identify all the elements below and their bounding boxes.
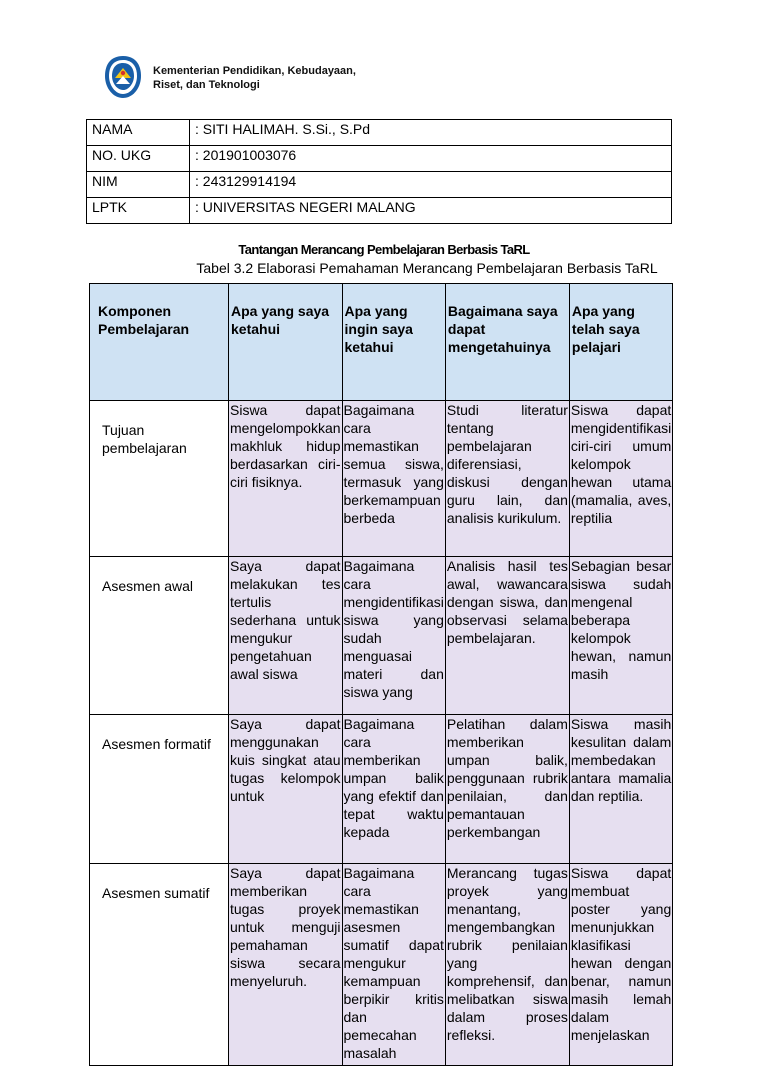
component-cell: Asesmen sumatif — [90, 864, 229, 1066]
identity-value: : 243129914194 — [190, 172, 672, 198]
identity-value: : UNIVERSITAS NEGERI MALANG — [190, 198, 672, 224]
table-cell — [229, 715, 343, 864]
identity-row — [87, 120, 672, 146]
header-ingin-diketahui: Apa yang ingin saya ketahui — [342, 284, 445, 401]
table-cell — [569, 864, 672, 1066]
component-cell: Asesmen formatif — [90, 715, 229, 864]
identity-label: NO. UKG — [87, 146, 190, 172]
identity-row — [87, 172, 672, 198]
ministry-line-2: Riset, dan Teknologi — [153, 79, 260, 91]
cell-text: Sebagian besar siswa sudah mengenal beberapa kelompok hewan, namun masih — [570, 558, 672, 682]
table-cell — [342, 864, 445, 1066]
cell-text: Merancang tugas proyek yang menantang, mengembangkan rubrik penilaian yang komprehensif, dan melibatkan siswa dalam proses refleksi. — [446, 865, 568, 1043]
table-cell — [569, 401, 672, 557]
cell-text: Saya dapat memberikan tugas proyek untuk menguji pemahaman siswa secara menyeluruh. — [230, 865, 341, 989]
table-caption: Tabel 3.2 Elaborasi Pemahaman Merancang Pembelajaran Berbasis TaRL — [196, 260, 658, 276]
table-cell — [569, 557, 672, 715]
identity-label: LPTK — [87, 198, 190, 224]
table-cell — [445, 401, 569, 557]
table-cell — [229, 401, 343, 557]
identity-table — [86, 119, 672, 224]
cell-text: Saya dapat melakukan tes tertulis sederhana untuk mengukur pengetahuan awal siswa — [230, 558, 341, 682]
cell-text: Bagaimana cara memastikan semua siswa, termasuk yang berkemampuan berbeda — [343, 402, 444, 526]
ministry-line-1: Kementerian Pendidikan, Kebudayaan, — [153, 65, 356, 77]
table-cell — [445, 557, 569, 715]
identity-value: : SITI HALIMAH. S.Si., S.Pd — [190, 120, 672, 146]
table-row — [90, 557, 673, 715]
table-cell — [342, 401, 445, 557]
elaboration-table — [89, 283, 673, 1066]
ministry-logo — [103, 54, 383, 104]
table-cell — [229, 557, 343, 715]
identity-label: NIM — [87, 172, 190, 198]
header-telah-dipelajari: Apa yang telah saya pelajari — [569, 284, 672, 401]
table-cell — [229, 864, 343, 1066]
cell-text: Analisis hasil tes awal, wawancara dengan siswa, dan observasi selama pembelajaran. — [446, 558, 568, 646]
table-header-row — [90, 284, 673, 401]
cell-text: Siswa dapat mengidentifikasi ciri-ciri umum kelompok hewan utama (mamalia, aves, reptilia — [570, 402, 672, 526]
cell-text: Siswa dapat membuat poster yang menunjukkan klasifikasi hewan dengan benar, namun masih lemah dalam menjelaskan — [570, 865, 672, 1043]
cell-text: Siswa masih kesulitan dalam membedakan antara mamalia dan reptilia. — [570, 716, 672, 804]
table-row — [90, 715, 673, 864]
identity-value: : 201901003076 — [190, 146, 672, 172]
tut-wuri-handayani-emblem-icon — [103, 54, 143, 100]
identity-row — [87, 146, 672, 172]
table-cell — [342, 557, 445, 715]
table-row — [90, 401, 673, 557]
cell-text: Siswa dapat mengelompokkan makhluk hidup berdasarkan ciri-ciri fisiknya. — [230, 402, 341, 490]
document-title: Tantangan Merancang Pembelajaran Berbasis TaRL — [238, 242, 530, 257]
table-cell — [342, 715, 445, 864]
identity-row — [87, 198, 672, 224]
component-cell: Asesmen awal — [90, 557, 229, 715]
component-cell: Tujuan pembelajaran — [90, 401, 229, 557]
cell-text: Saya dapat menggunakan kuis singkat atau tugas kelompok untuk — [230, 716, 341, 804]
identity-label: NAMA — [87, 120, 190, 146]
table-row — [90, 864, 673, 1066]
cell-text: Pelatihan dalam memberikan umpan balik, penggunaan rubrik penilaian, dan pemantauan perkembangan — [446, 716, 568, 840]
cell-text: Bagaimana cara mengidentifikasi siswa yang sudah menguasai materi dan siswa yang — [343, 558, 444, 700]
table-cell — [445, 715, 569, 864]
ministry-name — [153, 64, 356, 92]
table-cell — [445, 864, 569, 1066]
header-apa-diketahui: Apa yang saya ketahui — [229, 284, 343, 401]
cell-text: Bagaimana cara memastikan asesmen sumatif dapat mengukur kemampuan berpikir kritis dan pemecahan masalah — [343, 865, 444, 1061]
table-cell — [569, 715, 672, 864]
header-cara-mengetahui: Bagaimana saya dapat mengetahuinya — [445, 284, 569, 401]
header-komponen: Komponen Pembelajaran — [90, 284, 229, 401]
cell-text: Bagaimana cara memberikan umpan balik yang efektif dan tepat waktu kepada — [343, 716, 444, 840]
cell-text: Studi literatur tentang pembelajaran diferensiasi, diskusi dengan guru lain, dan analisis kurikulum. — [446, 402, 568, 526]
